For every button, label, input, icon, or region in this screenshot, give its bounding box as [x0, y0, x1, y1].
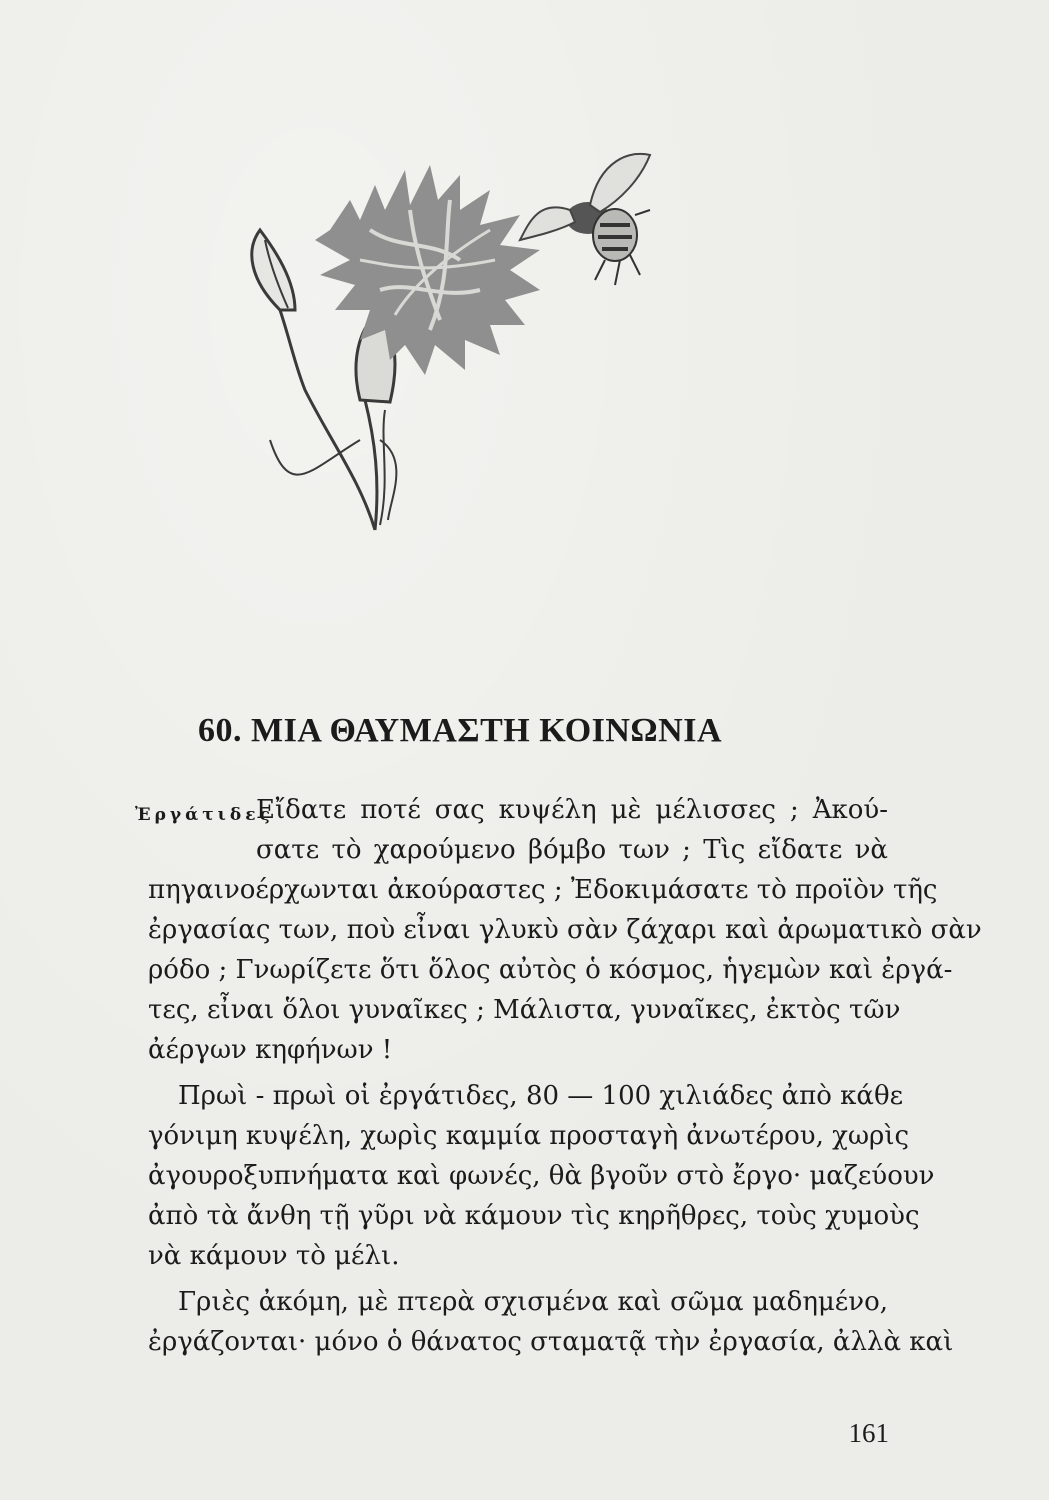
- paragraph-3: [148, 1282, 954, 1362]
- text-line: Εἴδατε ποτέ σας κυψέλη μὲ μέλισσες ; Ἀκού-: [256, 795, 888, 825]
- text-line: ἀπὸ τὰ ἄνθη τῇ γῦρι νὰ κάμουν τὶς κηρῆθρες, τοὺς χυμοὺς: [148, 1201, 920, 1231]
- paragraph-2: [148, 1076, 935, 1276]
- margin-note: Ἐργάτιδες: [135, 805, 274, 825]
- carnation-and-bee-illustration: [210, 140, 680, 540]
- text-line: πηγαινοέρχωνται ἀκούραστες ; Ἐδοκιμάσατε τὸ προϊὸν τῆς: [148, 875, 938, 905]
- text-line: τες, εἶναι ὅλοι γυναῖκες ; Μάλιστα, γυναῖκες, ἐκτὸς τῶν: [148, 995, 901, 1025]
- text-line: γόνιμη κυψέλη, χωρὶς καμμία προσταγὴ ἀνωτέρου, χωρὶς: [148, 1121, 910, 1151]
- leaf: [270, 440, 360, 475]
- text-line: νὰ κάμουν τὸ μέλι.: [148, 1241, 400, 1271]
- text-line: ἀγουροξυπνήματα καὶ φωνές, θὰ βγοῦν στὸ ἔργο· μαζεύουν: [148, 1161, 935, 1191]
- text-line: ἐργάζονται· μόνο ὁ θάνατος σταματᾷ τὴν ἐργασία, ἀλλὰ καὶ: [148, 1327, 954, 1357]
- carnation-flower-head: [315, 165, 540, 375]
- text-line: Γριὲς ἀκόμη, μὲ πτερὰ σχισμένα καὶ σῶμα μαδημένο,: [178, 1287, 888, 1317]
- page-number: 161: [848, 1418, 889, 1448]
- text-line: Πρωὶ - πρωὶ οἱ ἐργάτιδες, 80 — 100 χιλιάδες ἀπὸ κάθε: [178, 1081, 904, 1111]
- body-text: [148, 790, 982, 1362]
- bee-icon: [520, 154, 650, 285]
- text-line: σατε τὸ χαρούμενο βόμβο των ; Τὶς εἴδατε νὰ: [256, 835, 888, 865]
- paragraph-1: [148, 790, 982, 1070]
- text-line: ἐργασίας των, ποὺ εἶναι γλυκὺ σὰν ζάχαρι καὶ ἀρωματικὸ σὰν: [148, 915, 982, 945]
- text-line: ἀέργων κηφήνων !: [148, 1035, 393, 1065]
- text-line: ρόδο ; Γνωρίζετε ὅτι ὅλος αὐτὸς ὁ κόσμος, ἡγεμὼν καὶ ἐργά-: [148, 955, 953, 985]
- chapter-title: 60. ΜΙΑ ΘΑΥΜΑΣΤΗ ΚΟΙΝΩΝΙΑ: [198, 712, 722, 749]
